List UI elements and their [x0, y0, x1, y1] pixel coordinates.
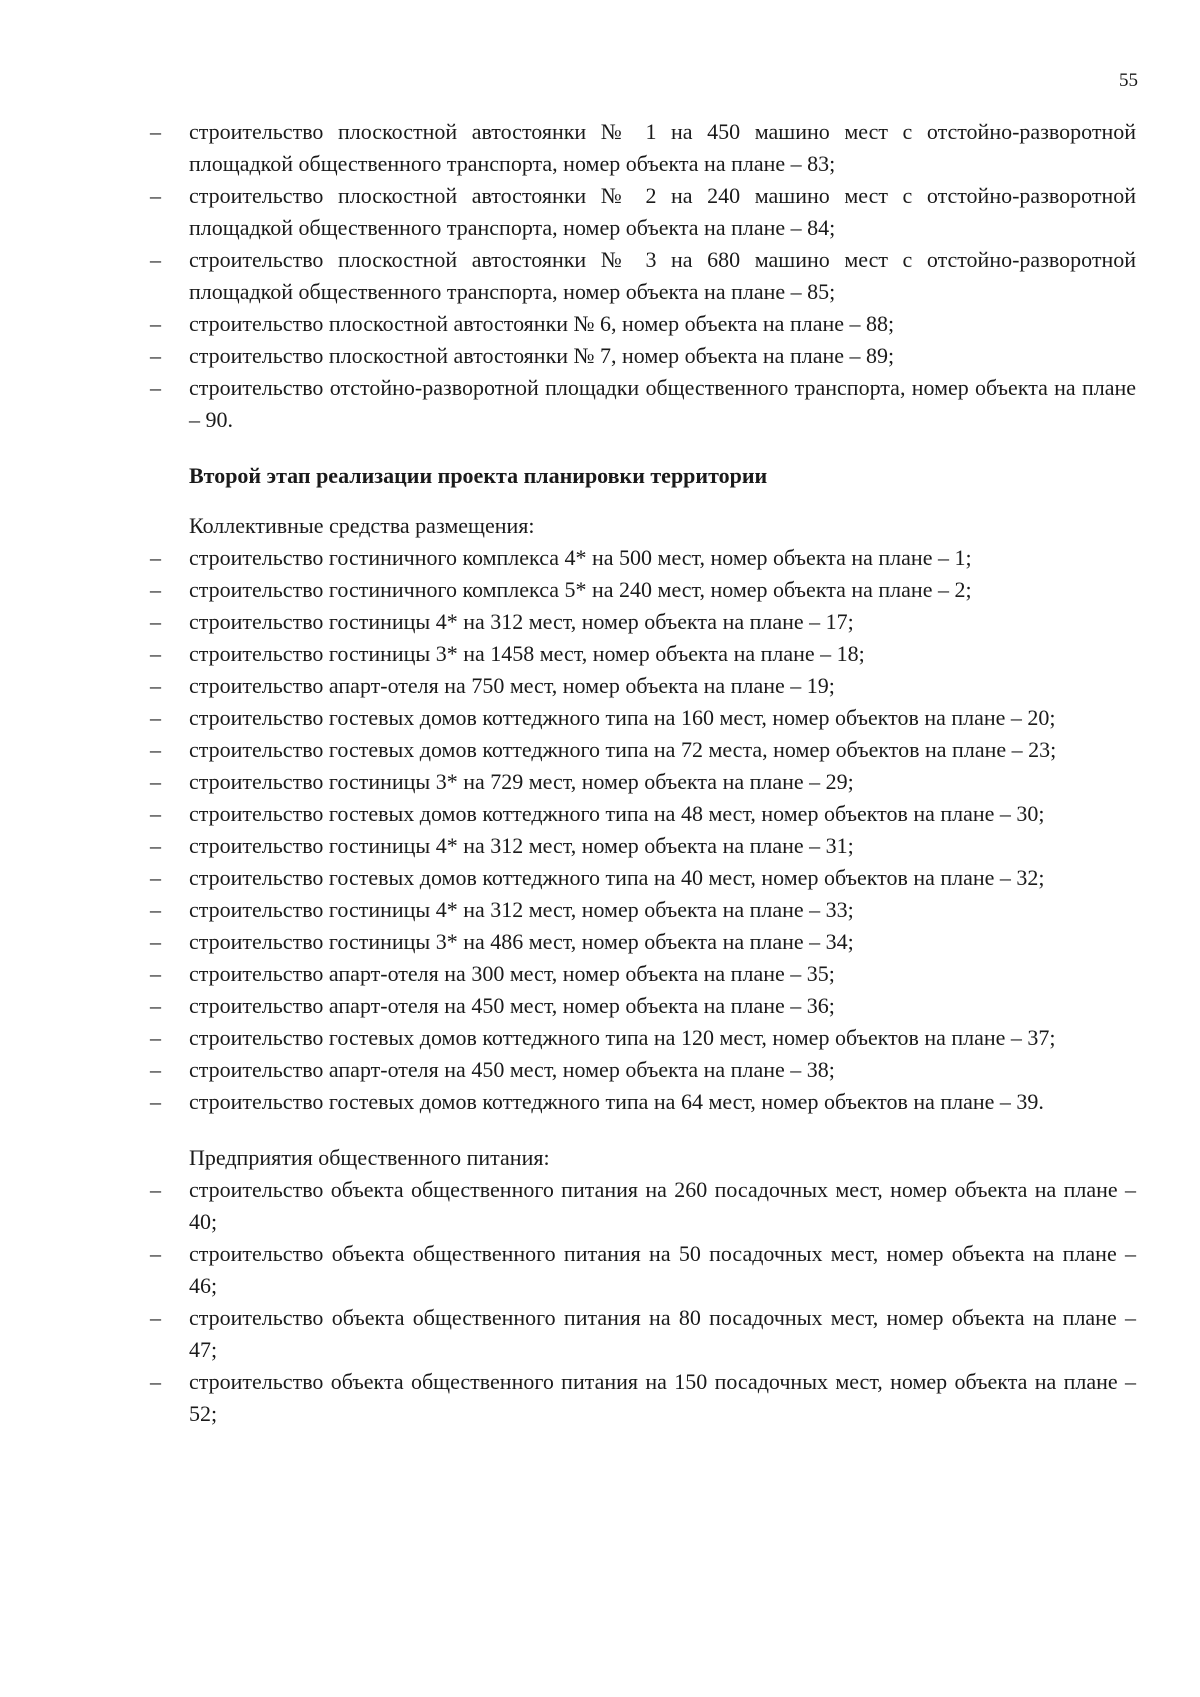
list-item-text: строительство гостевых домов коттеджного типа на 48 мест, номер объектов на плане – 30; [189, 801, 1045, 826]
bullet-dash: – [150, 865, 161, 890]
list-item [150, 1022, 1136, 1054]
list-item-text: строительство объекта общественного питания на 150 посадочных мест, номер объекта на плане – 52; [189, 1369, 1136, 1426]
list-item [150, 638, 1136, 670]
list-item [150, 958, 1136, 990]
list-item-text: строительство плоскостной автостоянки № 3 на 680 машино мест с отстойно-разворотной площадкой общественного транспорта, номер объекта на плане – 85; [189, 247, 1136, 304]
list-item-text: строительство объекта общественного питания на 260 посадочных мест, номер объекта на плане – 40; [189, 1177, 1136, 1234]
list-item [150, 1302, 1136, 1366]
bullet-dash: – [150, 833, 161, 858]
list-item-text: строительство гостевых домов коттеджного типа на 40 мест, номер объектов на плане – 32; [189, 865, 1045, 890]
list-item [150, 308, 1136, 340]
list-item-text: строительство апарт-отеля на 750 мест, номер объекта на плане – 19; [189, 673, 835, 698]
list-item-text: строительство плоскостной автостоянки № 7, номер объекта на плане – 89; [189, 343, 895, 368]
document-body [0, 116, 1200, 1430]
bullet-dash: – [150, 737, 161, 762]
list-item [150, 372, 1136, 436]
list-item-text: строительство гостиничного комплекса 5* на 240 мест, номер объекта на плане – 2; [189, 577, 972, 602]
list-item-text: строительство плоскостной автостоянки № 1 на 450 машино мест с отстойно-разворотной площадкой общественного транспорта, номер объекта на плане – 83; [189, 119, 1136, 176]
bullet-dash: – [150, 119, 161, 144]
list-item-text: строительство апарт-отеля на 450 мест, номер объекта на плане – 38; [189, 1057, 835, 1082]
spacer [0, 1118, 1200, 1142]
list-item [150, 1054, 1136, 1086]
list-item-text: строительство отстойно-разворотной площадки общественного транспорта, номер объекта на плане – 90. [189, 375, 1136, 432]
list-item-text: строительство плоскостной автостоянки № 2 на 240 машино мест с отстойно-разворотной площадкой общественного транспорта, номер объекта на плане – 84; [189, 183, 1136, 240]
section-heading: Второй этап реализации проекта планировки территории [189, 463, 768, 488]
parking-list [0, 116, 1200, 436]
page-number: 55 [1119, 70, 1138, 91]
list-item [150, 574, 1136, 606]
bullet-dash: – [150, 801, 161, 826]
bullet-dash: – [150, 1057, 161, 1082]
list-item-text: строительство гостиницы 3* на 1458 мест, номер объекта на плане – 18; [189, 641, 865, 666]
list-item-text: строительство объекта общественного питания на 50 посадочных мест, номер объекта на плане – 46; [189, 1241, 1136, 1298]
list-item [150, 1174, 1136, 1238]
spacer [0, 492, 1200, 510]
list-item [150, 862, 1136, 894]
list-item-text: строительство гостевых домов коттеджного типа на 120 мест, номер объектов на плане – 37; [189, 1025, 1056, 1050]
bullet-dash: – [150, 961, 161, 986]
bullet-dash: – [150, 609, 161, 634]
list-item [150, 542, 1136, 574]
list-item [150, 1238, 1136, 1302]
list-item-text: строительство гостевых домов коттеджного типа на 160 мест, номер объектов на плане – 20; [189, 705, 1056, 730]
bullet-dash: – [150, 929, 161, 954]
bullet-dash: – [150, 183, 161, 208]
list-item [150, 606, 1136, 638]
list-item-text: строительство гостиницы 3* на 486 мест, номер объекта на плане – 34; [189, 929, 854, 954]
bullet-dash: – [150, 247, 161, 272]
accommodation-list [0, 542, 1200, 1118]
bullet-dash: – [150, 1177, 161, 1202]
bullet-dash: – [150, 343, 161, 368]
list-item [150, 830, 1136, 862]
list-item-text: строительство гостиничного комплекса 4* на 500 мест, номер объекта на плане – 1; [189, 545, 972, 570]
list-item [150, 670, 1136, 702]
list-item-text: строительство гостевых домов коттеджного типа на 72 места, номер объектов на плане – 23; [189, 737, 1057, 762]
bullet-dash: – [150, 1305, 161, 1330]
list-item-text: строительство объекта общественного питания на 80 посадочных мест, номер объекта на плане – 47; [189, 1305, 1136, 1362]
bullet-dash: – [150, 641, 161, 666]
list-item [150, 926, 1136, 958]
list-item-text: строительство гостевых домов коттеджного типа на 64 мест, номер объектов на плане – 39. [189, 1089, 1044, 1114]
bullet-dash: – [150, 1089, 161, 1114]
list-item [150, 1366, 1136, 1430]
bullet-dash: – [150, 673, 161, 698]
bullet-dash: – [150, 993, 161, 1018]
catering-title: Предприятия общественного питания: [189, 1145, 550, 1170]
list-item-text: строительство гостиницы 3* на 729 мест, номер объекта на плане – 29; [189, 769, 854, 794]
list-item [150, 180, 1136, 244]
list-item-text: строительство гостиницы 4* на 312 мест, номер объекта на плане – 33; [189, 897, 854, 922]
list-item-text: строительство гостиницы 4* на 312 мест, номер объекта на плане – 31; [189, 833, 854, 858]
list-item [150, 702, 1136, 734]
bullet-dash: – [150, 1241, 161, 1266]
bullet-dash: – [150, 705, 161, 730]
bullet-dash: – [150, 1369, 161, 1394]
list-item [150, 894, 1136, 926]
bullet-dash: – [150, 545, 161, 570]
list-item [150, 734, 1136, 766]
list-item-text: строительство апарт-отеля на 450 мест, номер объекта на плане – 36; [189, 993, 835, 1018]
list-item [150, 990, 1136, 1022]
bullet-dash: – [150, 897, 161, 922]
bullet-dash: – [150, 311, 161, 336]
list-item [150, 340, 1136, 372]
list-item [150, 798, 1136, 830]
bullet-dash: – [150, 577, 161, 602]
catering-list [0, 1174, 1200, 1430]
bullet-dash: – [150, 1025, 161, 1050]
list-item [150, 244, 1136, 308]
bullet-dash: – [150, 769, 161, 794]
bullet-dash: – [150, 375, 161, 400]
list-item-text: строительство плоскостной автостоянки № 6, номер объекта на плане – 88; [189, 311, 895, 336]
list-item [150, 766, 1136, 798]
list-item-text: строительство апарт-отеля на 300 мест, номер объекта на плане – 35; [189, 961, 835, 986]
accommodation-title: Коллективные средства размещения: [189, 513, 535, 538]
list-item [150, 116, 1136, 180]
list-item [150, 1086, 1136, 1118]
list-item-text: строительство гостиницы 4* на 312 мест, номер объекта на плане – 17; [189, 609, 854, 634]
